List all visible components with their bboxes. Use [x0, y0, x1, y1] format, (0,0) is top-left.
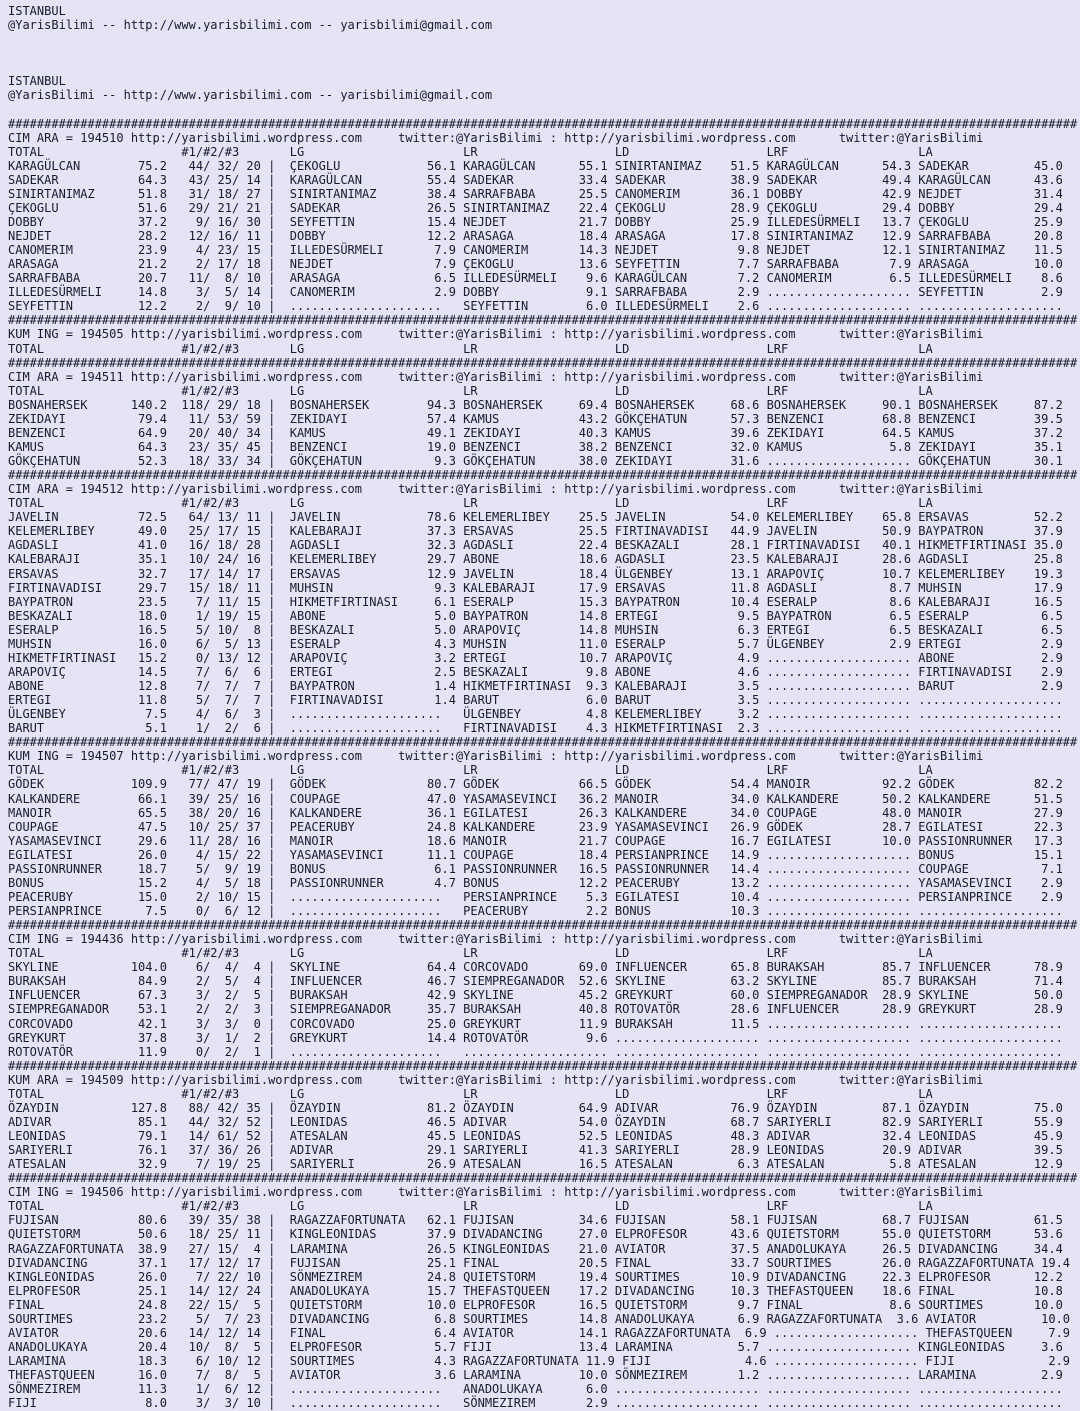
table-row: THEFASTQUEEN 16.0 7/ 8/ 5 | AVIATOR 3.6 LARAMINA 10.0 SÖNMEZIREM 1.2 .................... LARAMINA 2.9 — [8, 1368, 1063, 1383]
table-row: ZEKIDAYI 79.4 11/ 53/ 59 | ZEKIDAYI 57.4 KAMUS 43.2 GÖKÇEHATUN 57.3 BENZENCI 68.8 BENZENCI 39.5 — [8, 411, 1063, 426]
section-header: CIM ARA = 194510 http://yarisbilimi.wordpress.com twitter:@YarisBilimi : http://yarisbilimi.wordpress.com twitter:@YarisBilimi — [8, 130, 984, 145]
column-header: TOTAL #1/#2/#3 LG LR LD LRF LA — [8, 341, 933, 356]
table-row: JAVELIN 72.5 64/ 13/ 11 | JAVELIN 78.6 KELEMERLIBEY 25.5 JAVELIN 54.0 KELEMERLIBEY 65.8 ERSAVAS 52.2 — [8, 510, 1063, 525]
section-header: KUM ARA = 194509 http://yarisbilimi.wordpress.com twitter:@YarisBilimi : http://yarisbilimi.wordpress.com twitter:@YarisBilimi — [8, 1072, 984, 1087]
table-row: BAYPATRON 23.5 7/ 11/ 15 | HIKMETFIRTINASI 6.1 ESERALP 15.3 BAYPATRON 10.4 ESERALP 8.6 KALEBARAJI 16.5 — [8, 594, 1063, 609]
column-header: TOTAL #1/#2/#3 LG LR LD LRF LA — [8, 1086, 933, 1101]
table-row: SINIRTANIMAZ 51.8 31/ 18/ 27 | SINIRTANIMAZ 38.4 SARRAFBABA 25.5 CANOMERIM 36.1 DOBBY 42.9 NEJDET 31.4 — [8, 186, 1063, 201]
table-row: PASSIONRUNNER 18.7 5/ 9/ 19 | BONUS 6.1 PASSIONRUNNER 16.5 PASSIONRUNNER 14.4 .................... COUPAGE 7.1 — [8, 861, 1063, 876]
station-header: ISTANBUL — [8, 4, 66, 18]
table-row: PEACERUBY 15.0 2/ 10/ 15 | ..................... PERSIANPRINCE 5.3 EGILATESI 10.4 .................... PERSIANPRINCE 2.9 — [8, 889, 1063, 904]
table-row: COUPAGE 47.5 10/ 25/ 37 | PEACERUBY 24.8 KALKANDERE 23.9 YASAMASEVINCI 26.9 GÖDEK 28.7 EGILATESI 22.3 — [8, 819, 1063, 834]
section-header: KUM ING = 194505 http://yarisbilimi.wordpress.com twitter:@YarisBilimi : http://yarisbilimi.wordpress.com twitter:@YarisBilimi — [8, 327, 984, 342]
table-row: ERTEGI 11.8 5/ 7/ 7 | FIRTINAVADISI 1.4 BARUT 6.0 BARUT 3.5 .................... .................... — [8, 693, 1063, 708]
table-row: DOBBY 37.2 9/ 16/ 30 | SEYFETTIN 15.4 NEJDET 21.7 DOBBY 25.9 ILLEDESÜRMELI 13.7 ÇEKOGLU 25.9 — [8, 214, 1063, 229]
table-row: DIVADANCING 37.1 17/ 12/ 17 | FUJISAN 25.1 FINAL 20.5 FINAL 33.7 SOURTIMES 26.0 RAGAZZAFORTUNATA 19.4 — [8, 1255, 1071, 1270]
table-row: SÖNMEZIREM 11.3 1/ 6/ 12 | ..................... ANADOLUKAYA 6.0 .................... .................... .................... — [8, 1382, 1063, 1397]
blank — [8, 60, 1080, 74]
table-row: EGILATESI 26.0 4/ 15/ 22 | YASAMASEVINCI 11.1 COUPAGE 18.4 PERSIANPRINCE 14.9 .................... BONUS 15.1 — [8, 847, 1063, 862]
column-header: TOTAL #1/#2/#3 LG LR LD LRF LA — [8, 496, 933, 511]
column-header: TOTAL #1/#2/#3 LG LR LD LRF LA — [8, 1199, 933, 1214]
table-row: ÜLGENBEY 7.5 4/ 6/ 3 | ..................... ÜLGENBEY 4.8 KELEMERLIBEY 3.2 .................... .................... — [8, 707, 1063, 722]
table-row: FIRTINAVADISI 29.7 15/ 18/ 11 | MUHSIN 9.3 KALEBARAJI 17.9 ERSAVAS 11.8 AGDASLI 8.7 MUHSIN 17.9 — [8, 580, 1063, 595]
table-row: ILLEDESÜRMELI 14.8 3/ 5/ 14 | CANOMERIM 2.9 DOBBY 9.1 SARRAFBABA 2.9 .................... SEYFETTIN 2.9 — [8, 285, 1063, 300]
column-header: TOTAL #1/#2/#3 LG LR LD LRF LA — [8, 946, 933, 961]
table-row: BOSNAHERSEK 140.2 118/ 29/ 18 | BOSNAHERSEK 94.3 BOSNAHERSEK 69.4 BOSNAHERSEK 68.6 BOSNAHERSEK 90.1 BOSNAHERSEK 87.2 — [8, 397, 1063, 412]
table-row: ATESALAN 32.9 7/ 19/ 25 | SARIYERLI 26.9 ATESALAN 16.5 ATESALAN 6.3 ATESALAN 5.8 ATESALAN 12.9 — [8, 1157, 1063, 1172]
table-row: RAGAZZAFORTUNATA 38.9 27/ 15/ 4 | LARAMINA 26.5 KINGLEONIDAS 21.0 AVIATOR 37.5 ANADOLUKAYA 26.5 DIVADANCING 34.4 — [8, 1241, 1063, 1256]
table-row: ESERALP 16.5 5/ 10/ 8 | BESKAZALI 5.0 ARAPOVIÇ 14.8 MUHSIN 6.3 ERTEGI 6.5 BESKAZALI 6.5 — [8, 622, 1063, 637]
byline: @YarisBilimi -- http://www.yarisbilimi.com -- yarisbilimi@gmail.com — [8, 88, 493, 103]
table-row: AVIATOR 20.6 14/ 12/ 14 | FINAL 6.4 AVIATOR 14.1 RAGAZZAFORTUNATA 6.9 .................... THEFASTQUEEN 7.9 — [8, 1325, 1071, 1340]
table-row: SADEKAR 64.3 43/ 25/ 14 | KARAGÜLCAN 55.4 SADEKAR 33.4 SADEKAR 38.9 SADEKAR 49.4 KARAGÜLCAN 43.6 — [8, 172, 1063, 187]
column-header: TOTAL #1/#2/#3 LG LR LD LRF LA — [8, 763, 933, 778]
table-row: CORCOVADO 42.1 3/ 3/ 0 | CORCOVADO 25.0 GREYKURT 11.9 BURAKSAH 11.5 .................... .................... — [8, 1016, 1063, 1031]
table-row: PERSIANPRINCE 7.5 0/ 6/ 12 | ..................... PEACERUBY 2.2 BONUS 10.3 .................... .................... — [8, 904, 1063, 918]
table-row: MANOIR 65.5 38/ 20/ 16 | KALKANDERE 36.1 EGILATESI 26.3 KALKANDERE 34.0 COUPAGE 48.0 MANOIR 27.9 — [8, 805, 1063, 820]
section-divider: #################################################################################################################################################### — [8, 1171, 1078, 1186]
table-row: BURAKSAH 84.9 2/ 5/ 4 | INFLUENCER 46.7 SIEMPREGANADOR 52.6 SKYLINE 63.2 SKYLINE 85.7 BURAKSAH 71.4 — [8, 974, 1063, 989]
table-row: KARAGÜLCAN 75.2 44/ 32/ 20 | ÇEKOGLU 56.1 KARAGÜLCAN 55.1 SINIRTANIMAZ 51.5 KARAGÜLCAN 54.3 SADEKAR 45.0 — [8, 158, 1063, 173]
table-row: FINAL 24.8 22/ 15/ 5 | QUIETSTORM 10.0 ELPROFESOR 16.5 QUIETSTORM 9.7 FINAL 8.6 SOURTIMES 10.0 — [8, 1297, 1063, 1312]
column-header: TOTAL #1/#2/#3 LG LR LD LRF LA — [8, 383, 933, 398]
table-row: SKYLINE 104.0 6/ 4/ 4 | SKYLINE 64.4 CORCOVADO 69.0 INFLUENCER 65.8 BURAKSAH 85.7 INFLUENCER 78.9 — [8, 960, 1063, 975]
table-row: GÖDEK 109.9 77/ 47/ 19 | GÖDEK 80.7 GÖDEK 66.5 GÖDEK 54.4 MANOIR 92.2 GÖDEK 82.2 — [8, 777, 1063, 792]
table-row: BARUT 5.1 1/ 2/ 6 | ..................... FIRTINAVADISI 4.3 HIKMETFIRTINASI 2.3 .................... .................... — [8, 721, 1063, 736]
table-row: ROTOVATÖR 11.9 0/ 2/ 1 | ..................... .................... .................... .................... .................... — [8, 1044, 1063, 1059]
table-row: ÖZAYDIN 127.8 88/ 42/ 35 | ÖZAYDIN 81.2 ÖZAYDIN 64.9 ADIVAR 76.9 ÖZAYDIN 87.1 ÖZAYDIN 75.0 — [8, 1100, 1063, 1115]
table-row: GÖKÇEHATUN 52.3 18/ 33/ 34 | GÖKÇEHATUN 9.3 GÖKÇEHATUN 38.0 ZEKIDAYI 31.6 .................... GÖKÇEHATUN 30.1 — [8, 454, 1063, 468]
table-row: BESKAZALI 18.0 1/ 19/ 15 | ABONE 5.0 BAYPATRON 14.8 ERTEGI 9.5 BAYPATRON 6.5 ESERALP 6.5 — [8, 608, 1063, 623]
table-row: SEYFETTIN 12.2 2/ 9/ 10 | ..................... SEYFETTIN 6.0 ILLEDESÜRMELI 2.6 .................... .................... — [8, 299, 1063, 314]
table-row: ÇEKOGLU 51.6 29/ 21/ 21 | SADEKAR 26.5 SINIRTANIMAZ 22.4 ÇEKOGLU 28.9 ÇEKOGLU 29.4 DOBBY 29.4 — [8, 200, 1063, 215]
table-row: KINGLEONIDAS 26.0 7/ 22/ 10 | SÖNMEZIREM 24.8 QUIETSTORM 19.4 SOURTIMES 10.9 DIVADANCING 22.3 ELPROFESOR 12.2 — [8, 1269, 1063, 1284]
table-row: LARAMINA 18.3 6/ 10/ 12 | SOURTIMES 4.3 RAGAZZAFORTUNATA 11.9 FIJI 4.6 .................... FIJI 2.9 — [8, 1354, 1071, 1368]
table-row: GREYKURT 37.8 3/ 1/ 2 | GREYKURT 14.4 ROTOVATÖR 9.6 .................... .................... .................... — [8, 1030, 1063, 1045]
section-divider: #################################################################################################################################################### — [8, 918, 1078, 933]
column-header: TOTAL #1/#2/#3 LG LR LD LRF LA — [8, 144, 933, 159]
table-row: LEONIDAS 79.1 14/ 61/ 52 | ATESALAN 45.5 LEONIDAS 52.5 LEONIDAS 48.3 ADIVAR 32.4 LEONIDAS 45.9 — [8, 1129, 1063, 1143]
section-divider: #################################################################################################################################################### — [8, 313, 1078, 328]
table-row: BENZENCI 64.9 20/ 40/ 34 | KAMUS 49.1 ZEKIDAYI 40.3 KAMUS 39.6 ZEKIDAYI 64.5 KAMUS 37.2 — [8, 425, 1063, 440]
table-row: ABONE 12.8 7/ 7/ 7 | BAYPATRON 1.4 HIKMETFIRTINASI 9.3 KALEBARAJI 3.5 .................... BARUT 2.9 — [8, 679, 1063, 693]
section-divider: #################################################################################################################################################### — [8, 1058, 1078, 1073]
table-row: KAMUS 64.3 23/ 35/ 45 | BENZENCI 19.0 BENZENCI 38.2 BENZENCI 32.0 KAMUS 5.8 ZEKIDAYI 35.1 — [8, 439, 1063, 454]
station-header: ISTANBUL — [8, 74, 66, 89]
table-row: QUIETSTORM 50.6 18/ 25/ 11 | KINGLEONIDAS 37.9 DIVADANCING 27.0 ELPROFESOR 43.6 QUIETSTORM 55.0 QUIETSTORM 53.6 — [8, 1227, 1063, 1242]
table-row: ERSAVAS 32.7 17/ 14/ 17 | ERSAVAS 12.9 JAVELIN 18.4 ÜLGENBEY 13.1 ARAPOVIÇ 10.7 KELEMERLIBEY 19.3 — [8, 566, 1063, 581]
blank — [8, 32, 1080, 46]
section-divider: #################################################################################################################################################### — [8, 116, 1078, 131]
table-row: FUJISAN 80.6 39/ 35/ 38 | RAGAZZAFORTUNATA 62.1 FUJISAN 34.6 FUJISAN 58.1 FUJISAN 68.7 FUJISAN 61.5 — [8, 1213, 1063, 1228]
table-row: ELPROFESOR 25.1 14/ 12/ 24 | ANADOLUKAYA 15.7 THEFASTQUEEN 17.2 DIVADANCING 10.3 THEFASTQUEEN 18.6 FINAL 10.8 — [8, 1283, 1063, 1298]
section-header: CIM ING = 194436 http://yarisbilimi.wordpress.com twitter:@YarisBilimi : http://yarisbilimi.wordpress.com twitter:@YarisBilimi — [8, 932, 984, 947]
table-row: ARASAGA 21.2 2/ 17/ 18 | NEJDET 7.9 ÇEKOGLU 13.6 SEYFETTIN 7.7 SARRAFBABA 7.9 ARASAGA 10.0 — [8, 257, 1063, 272]
blank — [8, 102, 1080, 116]
table-row: ADIVAR 85.1 44/ 32/ 52 | LEONIDAS 46.5 ADIVAR 54.0 ÖZAYDIN 68.7 SARIYERLI 82.9 SARIYERLI 55.9 — [8, 1114, 1063, 1129]
blank — [8, 46, 1080, 60]
table-row: AGDASLI 41.0 16/ 18/ 28 | AGDASLI 32.3 AGDASLI 22.4 BESKAZALI 28.1 FIRTINAVADISI 40.1 HIKMETFIRTINASI 35.0 — [8, 538, 1063, 553]
table-row: KELEMERLIBEY 49.0 25/ 17/ 15 | KALEBARAJI 37.3 ERSAVAS 25.5 FIRTINAVADISI 44.9 JAVELIN 50.9 BAYPATRON 37.9 — [8, 524, 1063, 539]
table-row: FIJI 8.0 3/ 3/ 10 | ..................... SÖNMEZIREM 2.9 .................... .................... .................... — [8, 1396, 1063, 1411]
section-divider: #################################################################################################################################################### — [8, 468, 1078, 483]
section-divider: #################################################################################################################################################### — [8, 355, 1078, 370]
table-row: HIKMETFIRTINASI 15.2 0/ 13/ 12 | ARAPOVIÇ 3.2 ERTEGI 10.7 ARAPOVIÇ 4.9 .................... ABONE 2.9 — [8, 650, 1063, 665]
table-row: BONUS 15.2 4/ 5/ 18 | PASSIONRUNNER 4.7 BONUS 12.2 PEACERUBY 13.2 .................... YASAMASEVINCI 2.9 — [8, 875, 1063, 890]
section-header: CIM ARA = 194511 http://yarisbilimi.wordpress.com twitter:@YarisBilimi : http://yarisbilimi.wordpress.com twitter:@YarisBilimi — [8, 369, 984, 384]
table-row: YASAMASEVINCI 29.6 11/ 28/ 16 | MANOIR 18.6 MANOIR 21.7 COUPAGE 16.7 EGILATESI 10.0 PASSIONRUNNER 17.3 — [8, 833, 1063, 848]
table-row: ARAPOVIÇ 14.5 7/ 6/ 6 | ERTEGI 2.5 BESKAZALI 9.8 ABONE 4.6 .................... FIRTINAVADISI 2.9 — [8, 664, 1063, 679]
table-row: KALEBARAJI 35.1 10/ 24/ 16 | KELEMERLIBEY 29.7 ABONE 18.6 AGDASLI 23.5 KALEBARAJI 28.6 AGDASLI 25.8 — [8, 552, 1063, 567]
table-row: SARIYERLI 76.1 37/ 36/ 26 | ADIVAR 29.1 SARIYERLI 41.3 SARIYERLI 28.9 LEONIDAS 20.9 ADIVAR 39.5 — [8, 1143, 1063, 1158]
byline: @YarisBilimi -- http://www.yarisbilimi.com -- yarisbilimi@gmail.com — [8, 18, 493, 33]
table-row: ANADOLUKAYA 20.4 10/ 8/ 5 | ELPROFESOR 5.7 FIJI 13.4 LARAMINA 5.7 .................... KINGLEONIDAS 3.6 — [8, 1339, 1063, 1354]
section-header: CIM ARA = 194512 http://yarisbilimi.wordpress.com twitter:@YarisBilimi : http://yarisbilimi.wordpress.com twitter:@YarisBilimi — [8, 482, 984, 497]
table-row: SOURTIMES 23.2 5/ 7/ 23 | DIVADANCING 6.8 SOURTIMES 14.8 ANADOLUKAYA 6.9 RAGAZZAFORTUNATA 3.6 AVIATOR 10.0 — [8, 1311, 1071, 1326]
table-row: NEJDET 28.2 12/ 16/ 11 | DOBBY 12.2 ARASAGA 18.4 ARASAGA 17.8 SINIRTANIMAZ 12.9 SARRAFBABA 20.8 — [8, 229, 1063, 243]
table-row: INFLUENCER 67.3 3/ 2/ 5 | BURAKSAH 42.9 SKYLINE 45.2 GREYKURT 60.0 SIEMPREGANADOR 28.9 SKYLINE 50.0 — [8, 988, 1063, 1003]
table-row: CANOMERIM 23.9 4/ 23/ 15 | ILLEDESÜRMELI 7.9 CANOMERIM 14.3 NEJDET 9.8 NEJDET 12.1 SINIRTANIMAZ 11.5 — [8, 243, 1063, 258]
section-divider: #################################################################################################################################################### — [8, 735, 1078, 750]
table-row: KALKANDERE 66.1 39/ 25/ 16 | COUPAGE 47.0 YASAMASEVINCI 36.2 MANOIR 34.0 KALKANDERE 50.2 KALKANDERE 51.5 — [8, 791, 1063, 806]
section-header: CIM ING = 194506 http://yarisbilimi.wordpress.com twitter:@YarisBilimi : http://yarisbilimi.wordpress.com twitter:@YarisBilimi — [8, 1185, 984, 1200]
table-row: MUHSIN 16.0 6/ 5/ 13 | ESERALP 4.3 MUHSIN 11.0 ESERALP 5.7 ÜLGENBEY 2.9 ERTEGI 2.9 — [8, 636, 1063, 651]
table-row: SARRAFBABA 20.7 11/ 8/ 10 | ARASAGA 6.5 ILLEDESÜRMELI 9.6 KARAGÜLCAN 7.2 CANOMERIM 6.5 ILLEDESÜRMELI 8.6 — [8, 271, 1063, 286]
section-header: KUM ING = 194507 http://yarisbilimi.wordpress.com twitter:@YarisBilimi : http://yarisbilimi.wordpress.com twitter:@YarisBilimi — [8, 749, 984, 764]
table-row: SIEMPREGANADOR 53.1 2/ 2/ 3 | SIEMPREGANADOR 35.7 BURAKSAH 40.8 ROTOVATÖR 28.6 INFLUENCER 28.9 GREYKURT 28.9 — [8, 1002, 1063, 1017]
